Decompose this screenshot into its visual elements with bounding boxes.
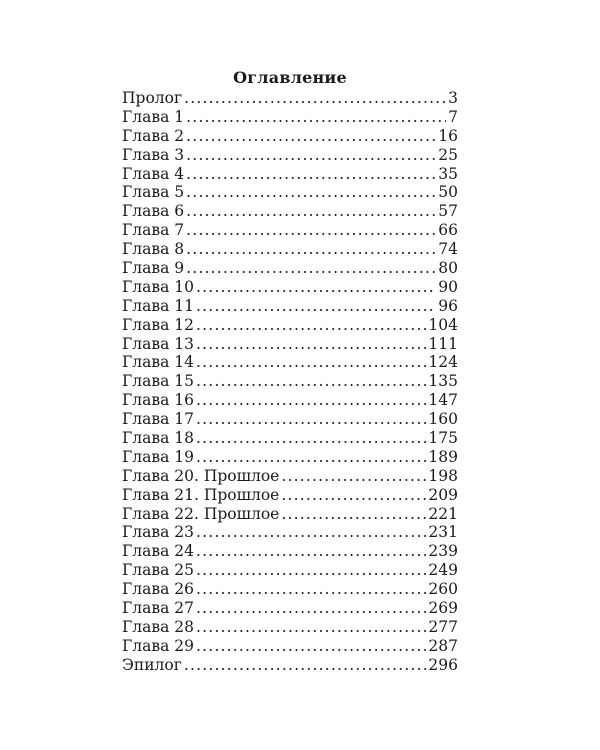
dot-leader — [196, 316, 426, 335]
toc-entry-page-number: 74 — [438, 240, 458, 259]
toc-entry-label: Глава 27 — [122, 599, 194, 618]
toc-entry-label: Глава 16 — [122, 391, 194, 410]
toc-entry-label: Глава 21. Прошлое — [122, 485, 280, 504]
toc-entry-page-number: 90 — [438, 277, 458, 296]
toc-entry — [122, 89, 458, 108]
toc-entry-page-number: 135 — [428, 372, 458, 391]
toc-entry — [122, 165, 458, 184]
toc-entry — [122, 316, 458, 335]
toc-entry-page-number: 16 — [438, 126, 458, 145]
dot-leader — [196, 278, 436, 297]
dot-leader — [186, 202, 436, 221]
dot-leader — [186, 108, 446, 127]
toc-entry-label: Глава 29 — [122, 636, 194, 655]
toc-entry — [122, 448, 458, 467]
toc-entry-label: Глава 22. Прошлое — [122, 504, 280, 523]
toc-entry-label: Глава 2 — [122, 126, 185, 145]
toc-entry-page-number: 111 — [428, 334, 458, 353]
toc-entry-label: Пролог — [122, 89, 183, 107]
toc-entry — [122, 505, 458, 524]
dot-leader — [196, 523, 426, 542]
toc-entry — [122, 429, 458, 448]
toc-entry-page-number: 277 — [428, 617, 458, 636]
toc-entry-page-number: 7 — [448, 107, 458, 126]
toc-entry-label: Глава 25 — [122, 561, 194, 580]
dot-leader — [196, 561, 426, 580]
toc-entry-label: Глава 11 — [122, 296, 194, 315]
toc-entry-label: Глава 9 — [122, 259, 185, 278]
toc-entry-page-number: 269 — [428, 599, 458, 618]
toc-entry-page-number: 96 — [438, 296, 458, 315]
toc-entry-label: Глава 20. Прошлое — [122, 466, 280, 485]
toc-entry — [122, 580, 458, 599]
dot-leader — [196, 410, 426, 429]
toc-entry — [122, 335, 458, 354]
dot-leader — [186, 146, 436, 165]
toc-list — [122, 89, 458, 675]
toc-entry — [122, 561, 458, 580]
toc-entry — [122, 467, 458, 486]
toc-entry — [122, 183, 458, 202]
toc-entry-label: Глава 3 — [122, 145, 185, 164]
toc-entry-label: Глава 17 — [122, 410, 194, 429]
toc-title: Оглавление — [233, 68, 347, 87]
toc-entry-label: Глава 7 — [122, 221, 185, 240]
table-of-contents — [122, 68, 458, 675]
toc-entry-page-number: 260 — [428, 580, 458, 599]
dot-leader — [196, 542, 426, 561]
toc-entry-page-number: 57 — [438, 202, 458, 221]
dot-leader — [196, 599, 426, 618]
dot-leader — [196, 429, 426, 448]
toc-entry-label: Глава 6 — [122, 202, 185, 221]
toc-entry — [122, 618, 458, 637]
toc-entry-page-number: 296 — [428, 655, 458, 674]
dot-leader — [196, 297, 436, 316]
toc-entry — [122, 599, 458, 618]
dot-leader — [281, 486, 426, 505]
toc-entry-page-number: 147 — [428, 391, 458, 410]
toc-entry-page-number: 124 — [428, 353, 458, 372]
toc-entry-label: Эпилог — [122, 655, 182, 674]
dot-leader — [186, 259, 436, 278]
toc-entry-page-number: 160 — [428, 410, 458, 429]
toc-entry — [122, 259, 458, 278]
toc-entry-page-number: 50 — [438, 183, 458, 202]
toc-entry — [122, 127, 458, 146]
dot-leader — [186, 165, 436, 184]
toc-entry — [122, 523, 458, 542]
toc-entry — [122, 221, 458, 240]
toc-entry-label: Глава 23 — [122, 523, 194, 542]
toc-entry-label: Глава 18 — [122, 429, 194, 448]
toc-entry — [122, 391, 458, 410]
toc-entry — [122, 637, 458, 656]
dot-leader — [184, 89, 446, 108]
dot-leader — [196, 391, 426, 410]
toc-entry — [122, 372, 458, 391]
toc-entry-label: Глава 4 — [122, 164, 185, 183]
toc-entry-label: Глава 5 — [122, 183, 185, 202]
toc-entry-page-number: 239 — [428, 542, 458, 561]
toc-entry — [122, 542, 458, 561]
toc-entry-page-number: 66 — [438, 221, 458, 240]
dot-leader — [281, 505, 426, 524]
toc-entry-page-number: 25 — [438, 145, 458, 164]
toc-entry — [122, 486, 458, 505]
toc-entry-label: Глава 15 — [122, 372, 194, 391]
toc-entry — [122, 353, 458, 372]
toc-entry — [122, 410, 458, 429]
dot-leader — [196, 448, 426, 467]
dot-leader — [186, 221, 436, 240]
toc-entry-label: Глава 26 — [122, 580, 194, 599]
toc-entry-page-number: 3 — [448, 89, 458, 107]
dot-leader — [196, 618, 426, 637]
toc-entry-page-number: 80 — [438, 259, 458, 278]
toc-entry — [122, 202, 458, 221]
dot-leader — [186, 127, 436, 146]
toc-entry-label: Глава 8 — [122, 240, 185, 259]
toc-entry — [122, 656, 458, 675]
toc-entry-label: Глава 1 — [122, 107, 185, 126]
dot-leader — [281, 467, 426, 486]
toc-entry — [122, 278, 458, 297]
dot-leader — [184, 656, 427, 675]
toc-entry-page-number: 175 — [428, 429, 458, 448]
toc-entry — [122, 146, 458, 165]
toc-entry-page-number: 104 — [428, 315, 458, 334]
toc-entry-label: Глава 13 — [122, 334, 194, 353]
dot-leader — [196, 372, 426, 391]
toc-entry-label: Глава 10 — [122, 277, 194, 296]
toc-entry-page-number: 249 — [428, 561, 458, 580]
toc-entry — [122, 297, 458, 316]
dot-leader — [186, 240, 436, 259]
dot-leader — [196, 335, 426, 354]
toc-entry-page-number: 35 — [438, 164, 458, 183]
toc-entry-label: Глава 14 — [122, 353, 194, 372]
toc-entry-label: Глава 12 — [122, 315, 194, 334]
toc-entry — [122, 240, 458, 259]
toc-entry-page-number: 189 — [428, 447, 458, 466]
toc-entry — [122, 108, 458, 127]
toc-entry-page-number: 198 — [428, 466, 458, 485]
toc-entry-label: Глава 28 — [122, 617, 194, 636]
toc-entry-page-number: 221 — [428, 504, 458, 523]
toc-entry-page-number: 209 — [428, 485, 458, 504]
dot-leader — [186, 183, 436, 202]
dot-leader — [196, 637, 426, 656]
toc-entry-label: Глава 19 — [122, 447, 194, 466]
toc-entry-page-number: 287 — [428, 636, 458, 655]
toc-entry-page-number: 231 — [428, 523, 458, 542]
toc-entry-label: Глава 24 — [122, 542, 194, 561]
dot-leader — [196, 353, 426, 372]
dot-leader — [196, 580, 426, 599]
